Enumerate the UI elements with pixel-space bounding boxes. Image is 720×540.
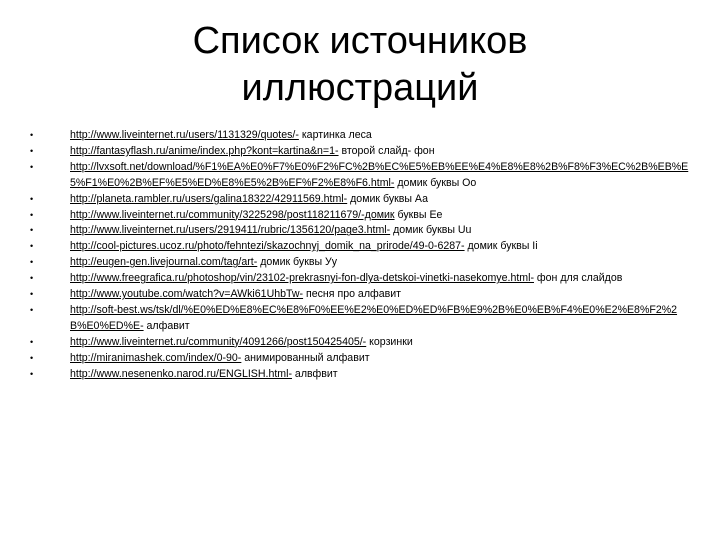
source-description: домик буквы Uu	[390, 224, 472, 237]
list-item	[30, 255, 690, 271]
bullet-icon: •	[30, 336, 34, 347]
source-link[interactable]: http://www.youtube.com/watch?v=AWki61UhbTw-	[70, 288, 304, 301]
bullet-icon: •	[30, 193, 34, 204]
list-item	[30, 160, 690, 192]
list-item	[30, 192, 690, 208]
source-link[interactable]: http://miranimashek.com/index/0-90-	[70, 351, 242, 364]
source-description: домик буквы Ii	[464, 240, 538, 253]
source-description: второй слайд- фон	[338, 144, 435, 157]
bullet-icon: •	[30, 209, 34, 220]
bullet-icon: •	[30, 304, 34, 315]
slide-title: Список источников иллюстраций	[192, 20, 528, 109]
list-item	[30, 128, 690, 144]
source-link[interactable]: http://fantasyflash.ru/anime/index.php?kont=kartina&n=1-	[70, 144, 339, 157]
bullet-icon: •	[30, 130, 34, 140]
bullet-icon: •	[30, 145, 34, 156]
list-item	[30, 351, 690, 367]
source-link[interactable]: http://www.freegrafica.ru/photoshop/vin/23102-prekrasnyi-fon-dlya-detskoi-vinetki-nasekomye.html-	[70, 272, 534, 285]
bullet-icon: •	[30, 241, 34, 252]
source-link[interactable]: http://lvxsoft.net/download/%F1%EA%E0%F7%E0%F2%FC%2B%EC%E5%EB%EE%E4%E8%E8%2B%F8%F3%EC%2B%EB%E5%F1%E0%2B%EF%E5%ED%E8%E5%2B%EF%F2%E8%F6.html-	[70, 160, 689, 189]
bullet-icon: •	[30, 289, 34, 300]
source-link[interactable]: http://www.liveinternet.ru/community/4091266/post150425405/-	[70, 335, 367, 348]
source-description: картинка леса	[298, 129, 372, 141]
source-link[interactable]: http://cool-pictures.ucoz.ru/photo/fehntezi/skazochnyj_domik_na_prirode/49-0-6287-	[70, 240, 465, 253]
list-item	[30, 208, 690, 224]
source-link[interactable]: http://www.liveinternet.ru/community/3225298/post118211679/-домик	[70, 208, 395, 221]
list-item	[30, 223, 690, 239]
source-link[interactable]: http://soft-best.ws/tsk/dl/%E0%ED%E8%EC%E8%F0%EE%E2%E0%ED%ED%FB%E9%2B%E0%EB%F4%E0%E2%E8%F2%2B%E0%ED%E-	[70, 303, 678, 332]
source-description: алвфвит	[291, 367, 338, 380]
source-description: домик буквы Аа	[347, 192, 429, 205]
list-item	[30, 271, 690, 287]
bullet-icon: •	[30, 368, 34, 379]
source-description: домик буквы Уу	[257, 256, 338, 269]
source-link[interactable]: http://eugen-gen.livejournal.com/tag/art-	[70, 256, 258, 269]
source-link[interactable]: http://www.liveinternet.ru/users/1131329/quotes/-	[70, 129, 299, 141]
list-item	[30, 287, 690, 303]
source-link[interactable]: http://planeta.rambler.ru/users/galina18322/42911569.html-	[70, 192, 348, 205]
source-link[interactable]: http://www.liveinternet.ru/users/2919411/rubric/1356120/page3.html-	[70, 224, 391, 237]
bullet-icon: •	[30, 225, 34, 236]
bullet-icon: •	[30, 161, 34, 172]
source-description: алфавит	[143, 319, 190, 332]
source-description: корзинки	[366, 335, 413, 348]
list-item	[30, 303, 690, 335]
list-item	[30, 335, 690, 351]
source-description: буквы Ее	[394, 208, 443, 221]
source-description: анимированный алфавит	[241, 351, 370, 364]
bullet-icon: •	[30, 257, 34, 268]
source-description: фон для слайдов	[533, 272, 623, 285]
sources-list	[30, 128, 690, 383]
list-item	[30, 144, 690, 160]
source-description: песня про алфавит	[303, 288, 402, 301]
bullet-icon: •	[30, 273, 34, 284]
list-item	[30, 239, 690, 255]
source-link[interactable]: http://www.nesenenko.narod.ru/ENGLISH.html-	[70, 367, 292, 380]
list-item	[30, 367, 690, 383]
source-description: домик буквы Оо	[394, 176, 477, 189]
bullet-icon: •	[30, 352, 34, 363]
